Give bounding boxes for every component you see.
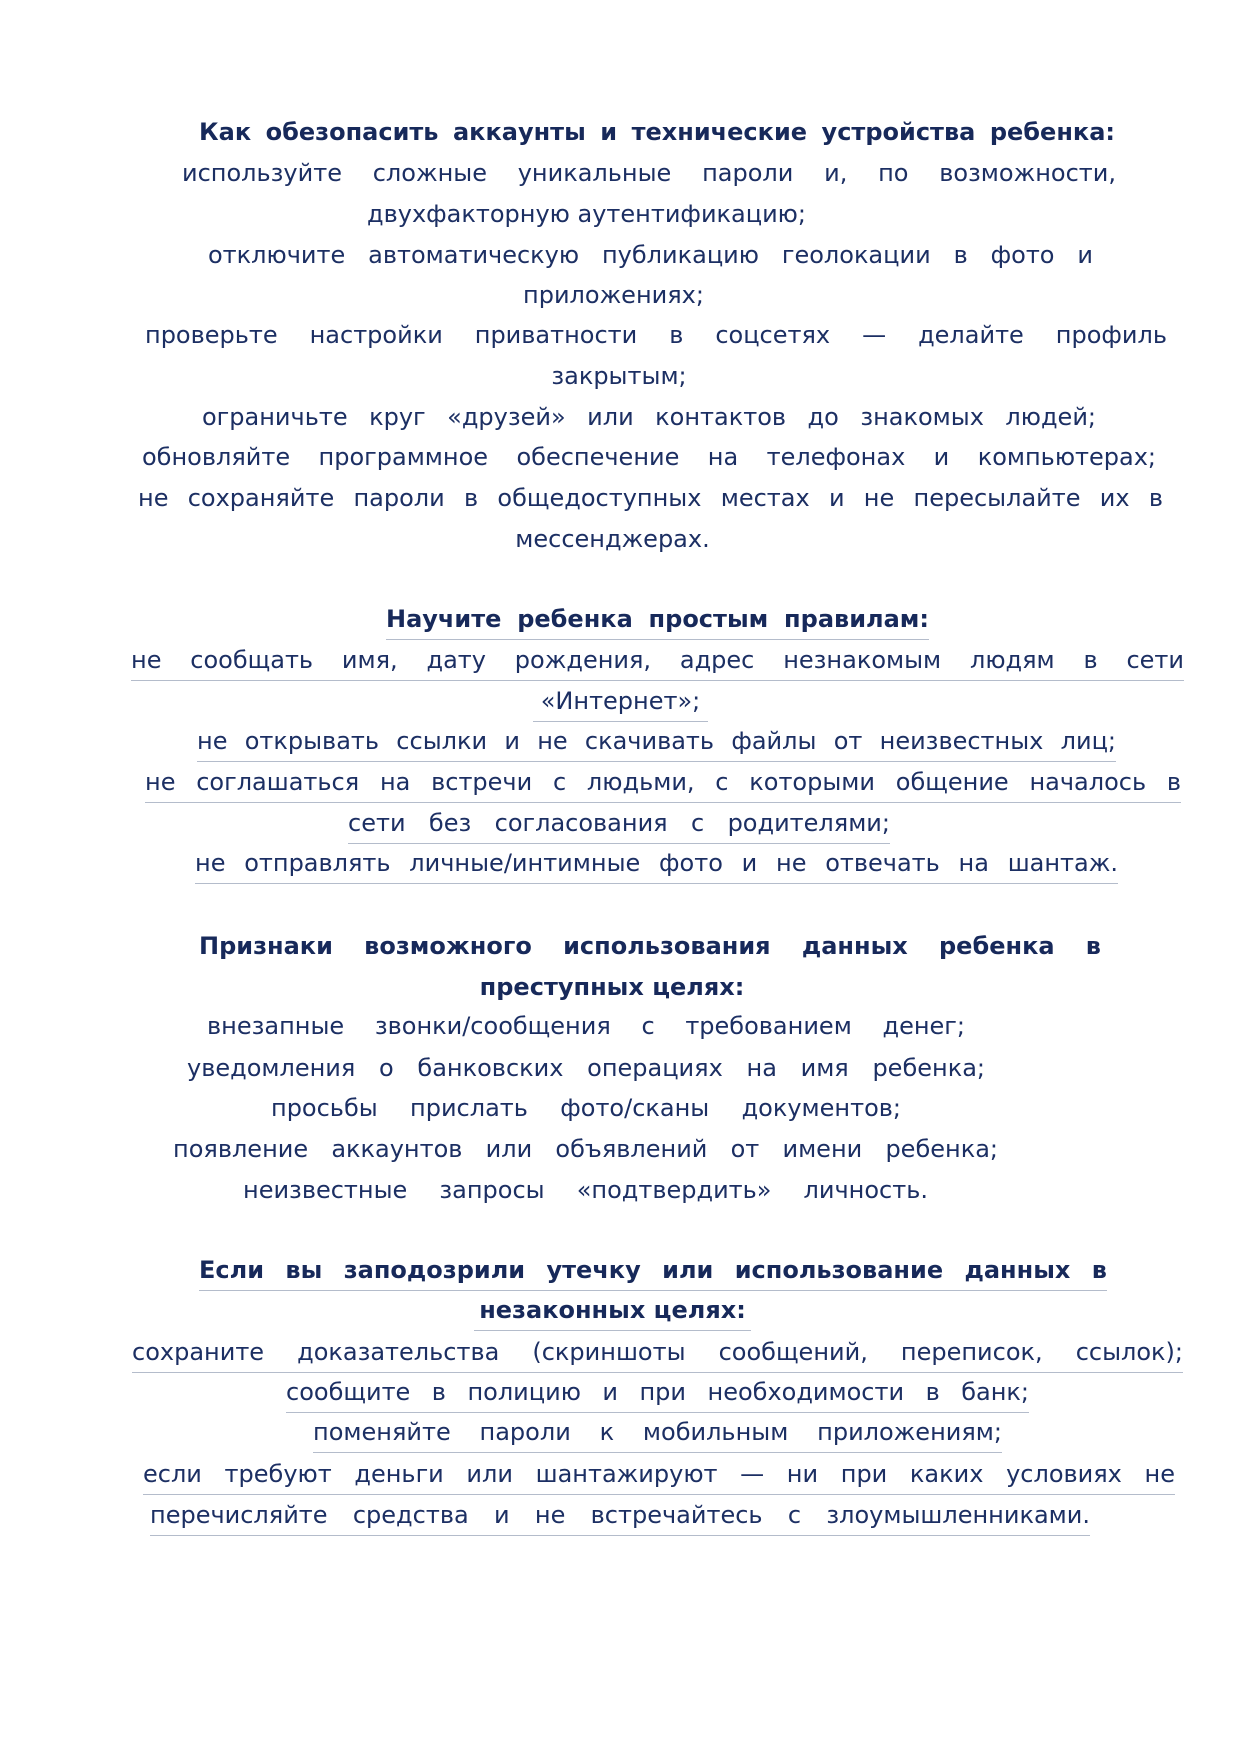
section-heading-cont: преступных целях: xyxy=(479,973,745,1001)
list-item: сети без согласования с родителями; xyxy=(348,804,890,844)
list-item: не сохраняйте пароли в общедоступных местах и не пересылайте их в xyxy=(138,484,1163,512)
list-item: приложениях; xyxy=(523,281,704,309)
list-item: отключите автоматическую публикацию геолокации в фото и xyxy=(208,241,1093,269)
section-heading-cont: незаконных целях: xyxy=(474,1291,751,1331)
list-item: перечисляйте средства и не встречайтесь с злоумышленниками. xyxy=(150,1496,1090,1536)
list-item: закрытым; xyxy=(551,362,687,390)
list-item: обновляйте программное обеспечение на телефонах и компьютерах; xyxy=(142,443,1156,471)
list-item: поменяйте пароли к мобильным приложениям; xyxy=(313,1413,1002,1453)
list-item: не сообщать имя, дату рождения, адрес незнакомым людям в сети xyxy=(131,641,1184,681)
list-item: мессенджерах. xyxy=(515,525,710,553)
list-item: используйте сложные уникальные пароли и, по возможности, xyxy=(182,159,1116,187)
list-item: просьбы прислать фото/сканы документов; xyxy=(271,1094,901,1122)
list-item: проверьте настройки приватности в соцсетях — делайте профиль xyxy=(145,321,1167,349)
list-item: ограничьте круг «друзей» или контактов до знакомых людей; xyxy=(202,403,1096,431)
list-item: «Интернет»; xyxy=(533,682,708,722)
section-heading: Признаки возможного использования данных ребенка в xyxy=(199,932,1101,960)
section-heading: Если вы заподозрили утечку или использование данных в xyxy=(199,1251,1107,1291)
list-item: уведомления о банковских операциях на имя ребенка; xyxy=(187,1054,985,1082)
list-item: неизвестные запросы «подтвердить» личность. xyxy=(243,1176,928,1204)
list-item: двухфакторную аутентификацию; xyxy=(367,200,806,228)
section-heading: Как обезопасить аккаунты и технические устройства ребенка: xyxy=(199,118,1115,146)
list-item: сообщите в полицию и при необходимости в банк; xyxy=(286,1373,1029,1413)
list-item: внезапные звонки/сообщения с требованием денег; xyxy=(207,1012,965,1040)
list-item: если требуют деньги или шантажируют — ни при каких условиях не xyxy=(143,1455,1175,1495)
list-item: не отправлять личные/интимные фото и не отвечать на шантаж. xyxy=(195,844,1118,884)
list-item: сохраните доказательства (скриншоты сообщений, переписок, ссылок); xyxy=(132,1333,1183,1373)
list-item: не открывать ссылки и не скачивать файлы от неизвестных лиц; xyxy=(197,722,1116,762)
list-item: появление аккаунтов или объявлений от имени ребенка; xyxy=(173,1135,998,1163)
section-heading: Научите ребенка простым правилам: xyxy=(386,600,929,640)
list-item: не соглашаться на встречи с людьми, с которыми общение началось в xyxy=(145,763,1181,803)
